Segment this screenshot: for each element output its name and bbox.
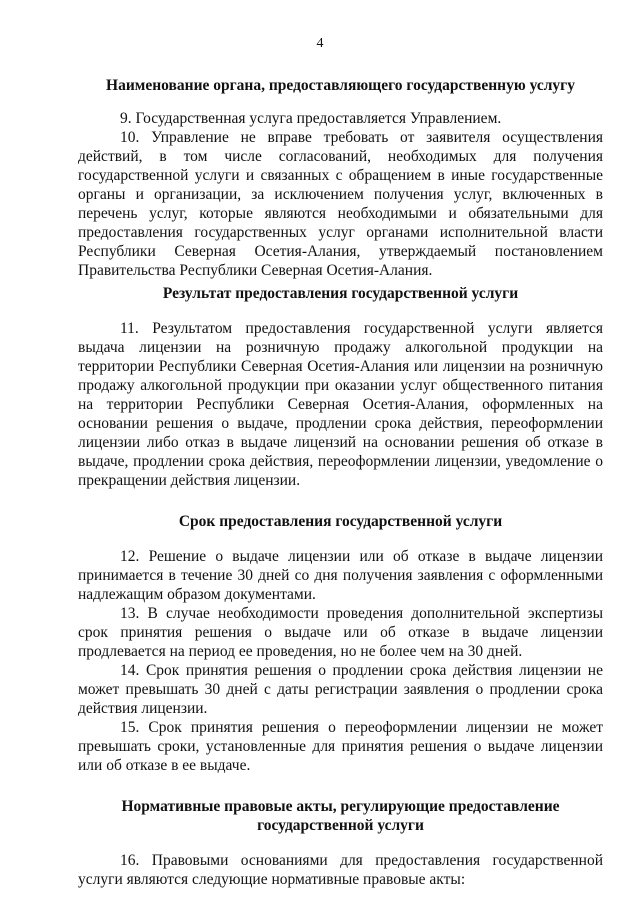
paragraph-13: 13. В случае необходимости проведения дополнительной экспертизы срок принятия решения о выдаче или об отказе в выдаче лицензии продлевается на период ее проведения, но не более чем на 30 дней. <box>78 605 603 660</box>
section-body-service-term <box>78 547 603 775</box>
section-body-service-result <box>78 319 603 490</box>
paragraph-9: 9. Государственная услуга предоставляется Управлением. <box>120 110 502 127</box>
document-content <box>78 74 603 889</box>
paragraph-16: 16. Правовыми основаниями для предоставления государственной услуги являются следующие нормативные правовые акты: <box>78 852 603 888</box>
section-body-issuing-authority <box>78 109 603 280</box>
section-body-legal-acts <box>78 851 603 889</box>
page-number: 4 <box>316 36 324 51</box>
section-heading-service-term: Срок предоставления государственной услуги <box>178 513 503 530</box>
section-heading-issuing-authority: Наименование органа, предоставляющего государственную услугу <box>106 77 575 94</box>
section-heading-legal-acts <box>78 797 603 835</box>
section-heading-service-result: Результат предоставления государственной услуги <box>162 285 519 302</box>
section-heading-legal-acts-line1: Нормативные правовые акты, регулирующие предоставление <box>121 798 560 815</box>
paragraph-11: 11. Результатом предоставления государственной услуги является выдача лицензии на розничную продажу алкогольной продукции на территории Республики Северная Осетия-Алания или лицензии на розничную продажу алкогольной продукции при оказании услуг общественного питания на территории Республики Северная Осетия-Алания, оформленных на основании решения о выдаче, продлении срока действия, переоформлении лицензии либо отказ в выдаче лицензий на основании решения об отказе в выдаче, продлении срока действия, переоформлении лицензии, уведомление о прекращении действия лицензии. <box>78 320 603 489</box>
paragraph-12: 12. Решение о выдаче лицензии или об отказе в выдаче лицензии принимается в течение 30 дней со дня получения заявления с оформленными надлежащим образом документами. <box>78 548 603 603</box>
paragraph-10: 10. Управление не вправе требовать от заявителя осуществления действий, в том числе согласований, необходимых для получения государственной услуги и связанных с обращением в иные государственные органы и организации, за исключением получения услуг, включенных в перечень услуг, которые являются необходимыми и обязательными для предоставления государственных услуг органами исполнительной власти Республики Северная Осетия-Алания, утверждаемый постановлением Правительства Республики Северная Осетия-Алания. <box>78 129 603 279</box>
paragraph-14: 14. Срок принятия решения о продлении срока действия лицензии не может превышать 30 дней с даты регистрации заявления о продлении срока действия лицензии. <box>78 662 603 717</box>
paragraph-15: 15. Срок принятия решения о переоформлении лицензии не может превышать сроки, установленные для принятия решения о выдаче лицензии или об отказе в ее выдаче. <box>78 719 603 774</box>
section-heading-legal-acts-line2: государственной услуги <box>257 817 424 834</box>
